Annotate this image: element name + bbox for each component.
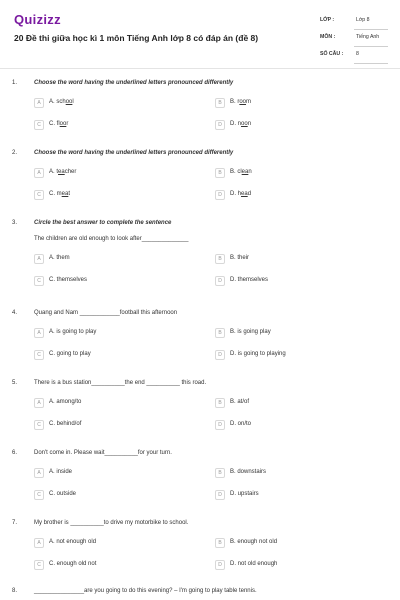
option-letter-box: A [34,398,44,408]
option-letter-box: B [215,254,225,264]
question-number: 5. [12,380,18,386]
underlined-letters: ea [241,169,249,175]
question-number: 1. [12,80,18,86]
answer-option-a[interactable] [34,168,209,180]
document-title: 20 Đề thi giữa học kì 1 môn Tiếng Anh lớp 8 có đáp án (đề 8) [14,33,259,43]
meta-underline [354,46,388,47]
question-text: My brother is __________to drive my motorbike to school. [34,520,189,526]
option-text-part: n [247,121,252,127]
option-text-part: C. themselves [49,277,88,283]
answer-option-c[interactable] [34,350,209,362]
option-text [49,491,76,497]
question-text: Quang and Nam ____________football this afternoon [34,310,178,316]
answer-option-d[interactable] [215,350,390,362]
option-text-part: D. n [230,121,242,127]
option-text [230,539,277,545]
option-text [49,421,81,427]
answer-option-b[interactable] [215,398,390,410]
option-text-part: A. among/to [49,399,82,405]
option-text-part: n [248,169,252,175]
option-text [49,255,70,261]
option-text-part: B. their [230,255,250,261]
option-text-part: D. on/to [230,421,252,427]
option-text [49,469,72,475]
option-letter-box: B [215,468,225,478]
question-number: 8. [12,588,18,594]
option-text-part: A. inside [49,469,73,475]
underlined-letters: ea [58,169,65,175]
option-letter-box: B [215,168,225,178]
answer-option-d[interactable] [215,276,390,288]
option-text [230,329,271,335]
option-text [49,561,96,567]
answer-option-d[interactable] [215,420,390,432]
option-text-part: C. fl [49,121,60,127]
header-divider [0,68,400,69]
meta-label: MÔN : [320,34,336,40]
option-letter-box: A [34,468,44,478]
meta-label: LỚP : [320,17,335,23]
option-text [230,191,251,197]
option-text [49,277,87,283]
meta-underline [354,29,388,30]
option-text-part: A. is going to play [49,329,97,335]
option-text-part: C. going to play [49,351,91,357]
answer-option-a[interactable] [34,468,209,480]
option-letter-box: C [34,276,44,286]
answer-option-c[interactable] [34,490,209,502]
meta-row-count [318,48,388,65]
underlined-letters: oo [241,121,248,127]
question-number: 7. [12,520,18,526]
answer-option-c[interactable] [34,190,209,202]
meta-label: SỐ CÂU : [320,51,344,57]
option-text-part: B. cl [230,169,242,175]
option-text [230,99,251,105]
option-text-part: l [72,99,74,105]
answer-option-b[interactable] [215,328,390,340]
option-text [230,351,286,357]
option-letter-box: C [34,120,44,130]
option-text [230,561,277,567]
option-text-part: D. themselves [230,277,269,283]
option-letter-box: D [215,350,225,360]
option-text [49,539,96,545]
meta-value: Tiếng Anh [356,34,380,40]
option-text-part: cher [64,169,77,175]
answer-option-b[interactable] [215,538,390,550]
answer-option-a[interactable] [34,538,209,550]
option-letter-box: A [34,328,44,338]
answer-option-d[interactable] [215,190,390,202]
option-text [230,255,249,261]
option-text [230,121,251,127]
option-letter-box: C [34,350,44,360]
question-text: Choose the word having the underlined letters pronounced differently [34,80,234,86]
answer-option-d[interactable] [215,120,390,132]
underlined-letters: oo [239,99,247,105]
answer-option-c[interactable] [34,120,209,132]
answer-option-b[interactable] [215,254,390,266]
option-letter-box: D [215,190,225,200]
option-letter-box: C [34,490,44,500]
option-text-part: D. is going to playing [230,351,286,357]
option-letter-box: D [215,120,225,130]
option-letter-box: C [34,190,44,200]
option-text-part: B. downstairs [230,469,267,475]
option-text [49,329,96,335]
answer-option-b[interactable] [215,168,390,180]
option-text [230,277,268,283]
answer-option-d[interactable] [215,560,390,572]
option-text-part: B. at/of [230,399,250,405]
option-text-part: t [68,191,71,197]
option-text-part: D. h [230,191,242,197]
option-text-part: A. t [49,169,59,175]
option-text [49,99,74,105]
underlined-letters: ea [241,191,248,197]
option-text-part: B. is going play [230,329,271,335]
answer-option-a[interactable] [34,398,209,410]
option-letter-box: B [215,98,225,108]
option-text-part: C. m [49,191,62,197]
question-number: 3. [12,220,18,226]
meta-row-subject [318,31,388,48]
question-number: 2. [12,150,18,156]
option-text [49,351,91,357]
option-letter-box: A [34,168,44,178]
option-text-part: C. outside [49,491,77,497]
answer-option-d[interactable] [215,490,390,502]
option-letter-box: B [215,398,225,408]
question-number: 4. [12,310,18,316]
meta-row-class [318,14,388,31]
option-letter-box: D [215,560,225,570]
answer-option-a[interactable] [34,328,209,340]
option-text-part: m [246,99,252,105]
option-text [49,121,68,127]
option-text [230,469,266,475]
meta-value: Lớp 8 [356,17,370,23]
document-header [0,0,400,70]
option-text-part: C. behind/of [49,421,82,427]
option-text-part: D. upstairs [230,491,259,497]
question-text: There is a bus station__________the end __________ this road. [34,380,207,386]
option-text-part: B. r [230,99,240,105]
meta-info [318,14,388,65]
underlined-letters: oo [59,121,67,127]
answer-option-c[interactable] [34,560,209,572]
question-text: Choose the word having the underlined letters pronounced differently [34,150,234,156]
quizizz-logo: Quizizz [14,12,61,27]
option-text [230,169,252,175]
underlined-letters: oo [65,99,73,105]
option-text [49,191,70,197]
option-letter-box: D [215,420,225,430]
question-text: _______________are you going to do this evening? – I'm going to play table tennis. [34,588,257,594]
option-text-part: d [247,191,252,197]
option-text [230,491,259,497]
meta-underline [354,63,388,64]
meta-value: 8 [356,51,359,57]
option-text-part: r [66,121,69,127]
option-letter-box: B [215,538,225,548]
answer-option-a[interactable] [34,254,209,266]
option-letter-box: A [34,254,44,264]
option-text-part: D. not old enough [230,561,278,567]
option-letter-box: D [215,276,225,286]
question-text: Don't come in. Please wait__________for your turn. [34,450,172,456]
option-text-part: C. enough old not [49,561,97,567]
option-letter-box: C [34,420,44,430]
answer-option-c[interactable] [34,276,209,288]
question-text: Circle the best answer to complete the sentence [34,220,172,226]
option-text [230,399,249,405]
question-number: 6. [12,450,18,456]
question-sentence: The children are old enough to look after______________ [34,236,189,242]
option-letter-box: B [215,328,225,338]
option-text [49,399,81,405]
answer-option-b[interactable] [215,98,390,110]
option-text-part: A. not enough old [49,539,97,545]
option-text [230,421,251,427]
option-letter-box: C [34,560,44,570]
answer-option-a[interactable] [34,98,209,110]
option-text-part: B. enough not old [230,539,278,545]
option-text [49,169,76,175]
option-letter-box: D [215,490,225,500]
option-text-part: A. sch [49,99,66,105]
option-letter-box: A [34,538,44,548]
answer-option-c[interactable] [34,420,209,432]
option-text-part: A. them [49,255,70,261]
underlined-letters: ea [61,191,69,197]
option-letter-box: A [34,98,44,108]
answer-option-b[interactable] [215,468,390,480]
